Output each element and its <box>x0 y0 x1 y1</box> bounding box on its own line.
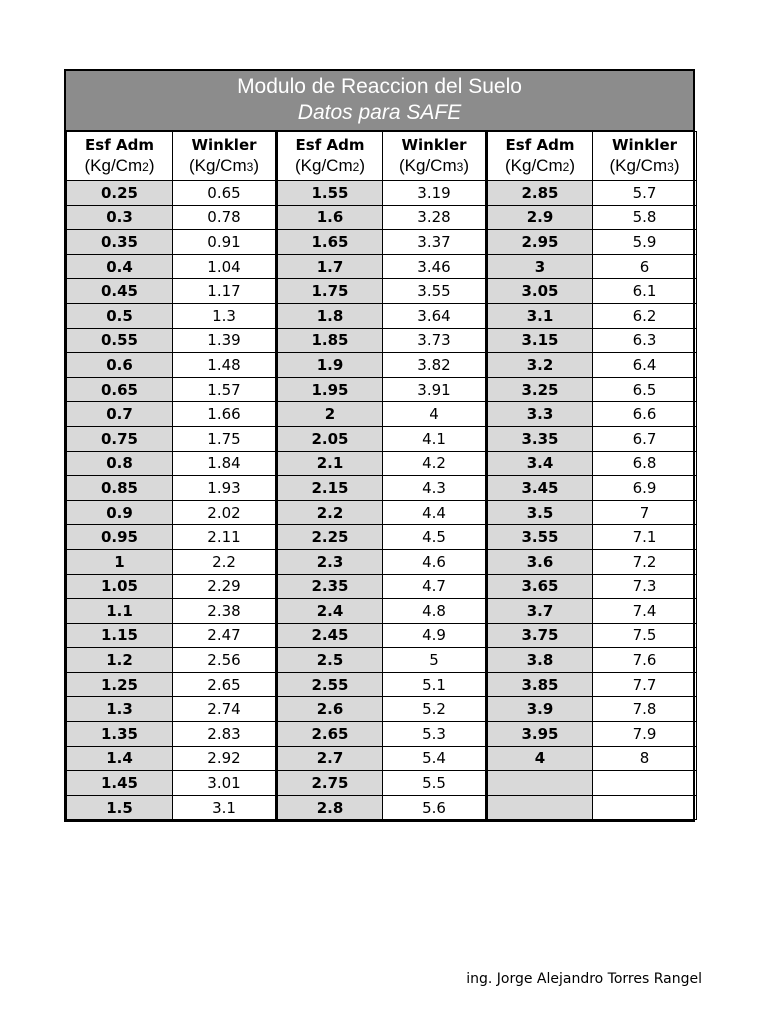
esf-adm-cell: 1.3 <box>67 697 173 722</box>
esf-adm-cell: 2.1 <box>277 451 383 476</box>
esf-adm-cell: 2.45 <box>277 623 383 648</box>
header-winkler-1 <box>173 132 277 181</box>
table-row <box>67 279 697 304</box>
esf-adm-cell: 2.7 <box>277 746 383 771</box>
header-winkler-name: Winkler <box>401 135 467 154</box>
esf-adm-cell: 1.6 <box>277 205 383 230</box>
esf-adm-cell: 1.85 <box>277 328 383 353</box>
winkler-cell: 6.7 <box>593 426 697 451</box>
table-subtitle: Datos para SAFE <box>297 101 462 124</box>
winkler-cell: 3.55 <box>383 279 487 304</box>
winkler-cell: 4.8 <box>383 599 487 624</box>
esf-adm-cell: 3.75 <box>487 623 593 648</box>
winkler-cell: 0.65 <box>173 181 277 206</box>
esf-adm-cell: 2.5 <box>277 648 383 673</box>
table-row <box>67 623 697 648</box>
winkler-cell: 7.3 <box>593 574 697 599</box>
winkler-cell: 6.6 <box>593 402 697 427</box>
table-row <box>67 181 697 206</box>
esf-adm-cell: 1.95 <box>277 377 383 402</box>
table-row <box>67 525 697 550</box>
esf-adm-cell: 2.75 <box>277 771 383 796</box>
winkler-cell: 8 <box>593 746 697 771</box>
winkler-cell: 3.37 <box>383 230 487 255</box>
header-winkler-unit: (Kg/Cm3) <box>189 155 259 175</box>
table-row <box>67 451 697 476</box>
values-table <box>66 131 697 820</box>
esf-adm-cell: 3.6 <box>487 549 593 574</box>
header-esf-unit: (Kg/Cm2) <box>295 155 365 175</box>
table-row <box>67 476 697 501</box>
table-row <box>67 500 697 525</box>
winkler-cell: 3.91 <box>383 377 487 402</box>
winkler-cell: 7.2 <box>593 549 697 574</box>
winkler-cell: 1.3 <box>173 303 277 328</box>
esf-adm-cell: 3.85 <box>487 672 593 697</box>
table-row <box>67 599 697 624</box>
esf-adm-cell: 3.3 <box>487 402 593 427</box>
esf-adm-cell: 2.8 <box>277 795 383 820</box>
winkler-cell: 3.01 <box>173 771 277 796</box>
table-title: Modulo de Reaccion del Suelo <box>237 75 522 98</box>
table-row <box>67 722 697 747</box>
esf-adm-cell: 2.9 <box>487 205 593 230</box>
winkler-cell: 7.1 <box>593 525 697 550</box>
esf-adm-cell: 0.75 <box>67 426 173 451</box>
winkler-cell: 3.82 <box>383 353 487 378</box>
winkler-cell: 2.47 <box>173 623 277 648</box>
author-credit: ing. Jorge Alejandro Torres Rangel <box>466 971 702 987</box>
winkler-cell: 1.84 <box>173 451 277 476</box>
esf-adm-cell: 0.5 <box>67 303 173 328</box>
winkler-cell: 3.28 <box>383 205 487 230</box>
winkler-cell: 5.5 <box>383 771 487 796</box>
esf-adm-cell: 0.9 <box>67 500 173 525</box>
winkler-cell: 3.19 <box>383 181 487 206</box>
winkler-cell: 1.93 <box>173 476 277 501</box>
title-block <box>66 71 693 131</box>
esf-adm-cell: 3.9 <box>487 697 593 722</box>
esf-adm-cell: 3.35 <box>487 426 593 451</box>
esf-adm-cell: 2.25 <box>277 525 383 550</box>
winkler-cell: 5.2 <box>383 697 487 722</box>
table-row <box>67 426 697 451</box>
esf-adm-cell: 0.8 <box>67 451 173 476</box>
esf-adm-cell: 2.55 <box>277 672 383 697</box>
esf-adm-cell: 0.45 <box>67 279 173 304</box>
esf-adm-cell: 1.5 <box>67 795 173 820</box>
winkler-cell: 1.57 <box>173 377 277 402</box>
winkler-cell: 7.8 <box>593 697 697 722</box>
esf-adm-cell <box>487 771 593 796</box>
winkler-cell: 6.1 <box>593 279 697 304</box>
winkler-cell: 4.6 <box>383 549 487 574</box>
winkler-cell: 4.1 <box>383 426 487 451</box>
table-row <box>67 230 697 255</box>
esf-adm-cell: 1 <box>67 549 173 574</box>
winkler-cell: 4.3 <box>383 476 487 501</box>
winkler-cell: 7.4 <box>593 599 697 624</box>
header-winkler-3 <box>593 132 697 181</box>
header-esf-name: Esf Adm <box>295 135 365 154</box>
table-row <box>67 672 697 697</box>
header-esf-name: Esf Adm <box>85 135 154 154</box>
table-row <box>67 377 697 402</box>
esf-adm-cell: 3.65 <box>487 574 593 599</box>
esf-adm-cell <box>487 795 593 820</box>
esf-adm-cell: 0.55 <box>67 328 173 353</box>
winkler-cell: 1.48 <box>173 353 277 378</box>
winkler-cell: 5 <box>383 648 487 673</box>
esf-adm-cell: 3.15 <box>487 328 593 353</box>
header-winkler-2 <box>383 132 487 181</box>
esf-adm-cell: 3 <box>487 254 593 279</box>
esf-adm-cell: 1.45 <box>67 771 173 796</box>
esf-adm-cell: 2.4 <box>277 599 383 624</box>
winkler-cell: 6.2 <box>593 303 697 328</box>
winkler-cell: 7.6 <box>593 648 697 673</box>
esf-adm-cell: 2.15 <box>277 476 383 501</box>
winkler-cell: 5.8 <box>593 205 697 230</box>
winkler-cell: 2.92 <box>173 746 277 771</box>
esf-adm-cell: 0.3 <box>67 205 173 230</box>
winkler-cell: 6.3 <box>593 328 697 353</box>
winkler-cell: 2.2 <box>173 549 277 574</box>
esf-adm-cell: 3.1 <box>487 303 593 328</box>
esf-adm-cell: 3.55 <box>487 525 593 550</box>
esf-adm-cell: 2.95 <box>487 230 593 255</box>
header-winkler-name: Winkler <box>611 135 678 154</box>
header-esf-unit: (Kg/Cm2) <box>84 155 155 175</box>
header-esf-3 <box>487 132 593 181</box>
esf-adm-cell: 0.6 <box>67 353 173 378</box>
table-row <box>67 574 697 599</box>
esf-adm-cell: 3.7 <box>487 599 593 624</box>
soil-reaction-table <box>64 69 695 822</box>
esf-adm-cell: 1.4 <box>67 746 173 771</box>
winkler-cell: 4.9 <box>383 623 487 648</box>
winkler-cell: 4.7 <box>383 574 487 599</box>
esf-adm-cell: 2 <box>277 402 383 427</box>
table-row <box>67 549 697 574</box>
winkler-cell: 0.78 <box>173 205 277 230</box>
winkler-cell: 1.17 <box>173 279 277 304</box>
esf-adm-cell: 1.55 <box>277 181 383 206</box>
esf-adm-cell: 1.9 <box>277 353 383 378</box>
winkler-cell: 2.29 <box>173 574 277 599</box>
table-row <box>67 328 697 353</box>
esf-adm-cell: 0.65 <box>67 377 173 402</box>
header-esf-unit: (Kg/Cm2) <box>505 155 575 175</box>
winkler-cell: 5.6 <box>383 795 487 820</box>
winkler-cell: 2.83 <box>173 722 277 747</box>
table-row <box>67 697 697 722</box>
winkler-cell: 5.4 <box>383 746 487 771</box>
esf-adm-cell: 1.05 <box>67 574 173 599</box>
esf-adm-cell: 3.95 <box>487 722 593 747</box>
esf-adm-cell: 3.8 <box>487 648 593 673</box>
header-winkler-unit: (Kg/Cm3) <box>609 155 680 175</box>
winkler-cell: 6.9 <box>593 476 697 501</box>
winkler-cell: 5.7 <box>593 181 697 206</box>
esf-adm-cell: 2.65 <box>277 722 383 747</box>
esf-adm-cell: 1.8 <box>277 303 383 328</box>
esf-adm-cell: 1.2 <box>67 648 173 673</box>
winkler-cell: 2.56 <box>173 648 277 673</box>
esf-adm-cell: 2.85 <box>487 181 593 206</box>
winkler-cell: 2.65 <box>173 672 277 697</box>
winkler-cell: 6.5 <box>593 377 697 402</box>
winkler-cell: 5.9 <box>593 230 697 255</box>
esf-adm-cell: 0.25 <box>67 181 173 206</box>
table-row <box>67 353 697 378</box>
header-winkler-name: Winkler <box>191 135 257 154</box>
esf-adm-cell: 3.25 <box>487 377 593 402</box>
table-row <box>67 205 697 230</box>
winkler-cell: 4.5 <box>383 525 487 550</box>
esf-adm-cell: 1.35 <box>67 722 173 747</box>
winkler-cell: 0.91 <box>173 230 277 255</box>
esf-adm-cell: 2.6 <box>277 697 383 722</box>
esf-adm-cell: 1.75 <box>277 279 383 304</box>
winkler-cell: 6.8 <box>593 451 697 476</box>
esf-adm-cell: 3.5 <box>487 500 593 525</box>
header-winkler-unit: (Kg/Cm3) <box>399 155 469 175</box>
header-esf-2 <box>277 132 383 181</box>
table-row <box>67 303 697 328</box>
winkler-cell <box>593 795 697 820</box>
esf-adm-cell: 4 <box>487 746 593 771</box>
winkler-cell: 4 <box>383 402 487 427</box>
esf-adm-cell: 1.7 <box>277 254 383 279</box>
winkler-cell: 7 <box>593 500 697 525</box>
winkler-cell: 7.5 <box>593 623 697 648</box>
winkler-cell: 1.75 <box>173 426 277 451</box>
winkler-cell: 2.38 <box>173 599 277 624</box>
winkler-cell: 3.46 <box>383 254 487 279</box>
table-row <box>67 648 697 673</box>
esf-adm-cell: 3.05 <box>487 279 593 304</box>
esf-adm-cell: 1.1 <box>67 599 173 624</box>
table-row <box>67 402 697 427</box>
esf-adm-cell: 0.85 <box>67 476 173 501</box>
winkler-cell: 2.74 <box>173 697 277 722</box>
winkler-cell: 1.04 <box>173 254 277 279</box>
esf-adm-cell: 0.35 <box>67 230 173 255</box>
esf-adm-cell: 3.4 <box>487 451 593 476</box>
esf-adm-cell: 3.2 <box>487 353 593 378</box>
winkler-cell: 3.64 <box>383 303 487 328</box>
table-body <box>67 181 697 820</box>
esf-adm-cell: 3.45 <box>487 476 593 501</box>
winkler-cell: 6.4 <box>593 353 697 378</box>
winkler-cell: 1.39 <box>173 328 277 353</box>
esf-adm-cell: 2.35 <box>277 574 383 599</box>
header-row <box>67 132 697 181</box>
table-row <box>67 254 697 279</box>
winkler-cell: 3.1 <box>173 795 277 820</box>
winkler-cell: 7.9 <box>593 722 697 747</box>
esf-adm-cell: 1.15 <box>67 623 173 648</box>
esf-adm-cell: 0.7 <box>67 402 173 427</box>
winkler-cell: 4.2 <box>383 451 487 476</box>
table-row <box>67 795 697 820</box>
winkler-cell: 4.4 <box>383 500 487 525</box>
winkler-cell: 7.7 <box>593 672 697 697</box>
winkler-cell: 6 <box>593 254 697 279</box>
esf-adm-cell: 1.25 <box>67 672 173 697</box>
winkler-cell: 5.3 <box>383 722 487 747</box>
winkler-cell: 3.73 <box>383 328 487 353</box>
header-esf-1 <box>67 132 173 181</box>
esf-adm-cell: 0.4 <box>67 254 173 279</box>
table-row <box>67 746 697 771</box>
esf-adm-cell: 1.65 <box>277 230 383 255</box>
winkler-cell: 2.02 <box>173 500 277 525</box>
esf-adm-cell: 2.2 <box>277 500 383 525</box>
esf-adm-cell: 2.3 <box>277 549 383 574</box>
esf-adm-cell: 2.05 <box>277 426 383 451</box>
winkler-cell <box>593 771 697 796</box>
esf-adm-cell: 0.95 <box>67 525 173 550</box>
winkler-cell: 2.11 <box>173 525 277 550</box>
winkler-cell: 5.1 <box>383 672 487 697</box>
table-row <box>67 771 697 796</box>
winkler-cell: 1.66 <box>173 402 277 427</box>
header-esf-name: Esf Adm <box>505 135 575 154</box>
